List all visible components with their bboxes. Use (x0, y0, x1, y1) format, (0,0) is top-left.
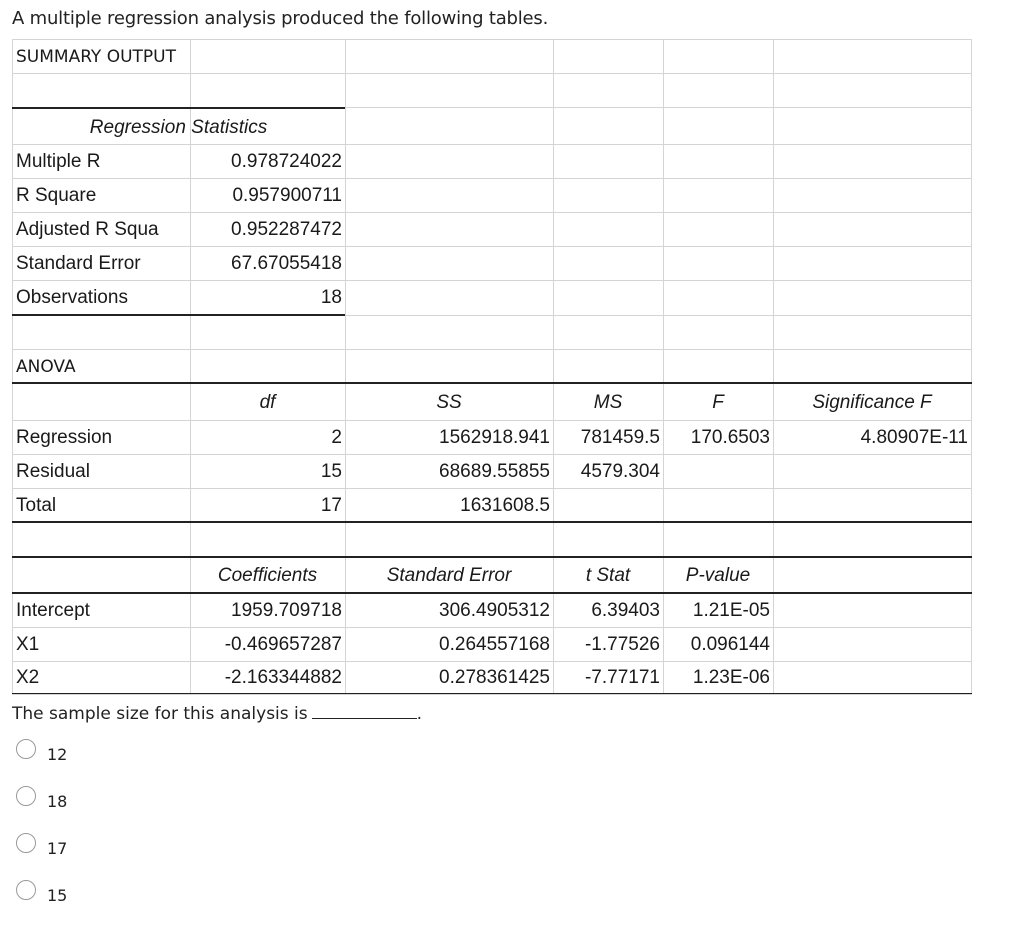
table-rule (12, 556, 972, 558)
radio-button[interactable] (16, 786, 36, 806)
regression-statistics-header: Regression Statistics (89, 117, 268, 138)
coef-p-value: 1.23E-06 (692, 667, 770, 688)
coef-standard-error: 0.264557168 (439, 634, 550, 655)
coef-t-stat: -1.77526 (584, 634, 660, 655)
coef-header-standard-error: Standard Error (386, 565, 512, 586)
stat-label: Standard Error (16, 253, 141, 274)
coef-header-t-stat: t Stat (585, 565, 631, 586)
radio-button[interactable] (16, 880, 36, 900)
coef-standard-error: 0.278361425 (439, 667, 550, 688)
anova-df: 15 (320, 461, 342, 482)
option-label: 17 (47, 839, 68, 858)
anova-df: 2 (331, 427, 342, 448)
summary-title: SUMMARY OUTPUT (16, 47, 176, 67)
intro-text: A multiple regression analysis produced the following tables. (12, 8, 549, 29)
radio-button[interactable] (16, 739, 36, 759)
coef-value: -0.469657287 (224, 634, 342, 655)
anova-header-ms: MS (593, 392, 623, 413)
anova-ms: 781459.5 (580, 427, 660, 448)
table-rule (12, 592, 972, 594)
stat-label: Multiple R (16, 151, 101, 172)
question-prompt: The sample size for this analysis is (12, 704, 308, 724)
coef-value: 1959.709718 (231, 600, 342, 621)
grid-line (773, 39, 774, 695)
anova-df: 17 (320, 495, 342, 516)
table-rule (12, 382, 972, 384)
grid-line (663, 39, 664, 695)
answer-blank (312, 704, 417, 719)
coef-row-label: X2 (16, 667, 40, 688)
grid-line (345, 39, 346, 695)
anova-f: 170.6503 (690, 427, 770, 448)
option-label: 18 (47, 792, 68, 811)
coef-t-stat: 6.39403 (591, 600, 660, 621)
anova-ss: 68689.55855 (439, 461, 550, 482)
stat-value: 0.978724022 (231, 151, 342, 172)
anova-row-label: Residual (16, 461, 90, 482)
stat-value: 67.67055418 (231, 253, 342, 274)
anova-header-df: df (259, 392, 276, 413)
anova-header-significance-f: Significance F (812, 392, 932, 413)
stat-label: Observations (16, 287, 128, 308)
stat-label: R Square (16, 185, 97, 206)
anova-ss: 1631608.5 (460, 495, 550, 516)
coef-row-label: X1 (16, 634, 40, 655)
anova-header-f: F (712, 392, 724, 413)
stat-value: 18 (320, 287, 342, 308)
coef-value: -2.163344882 (224, 667, 342, 688)
coef-row-label: Intercept (16, 600, 90, 621)
stat-value: 0.952287472 (231, 219, 342, 240)
coef-header-p-value: P-value (685, 565, 751, 586)
question-text (12, 704, 422, 724)
radio-button[interactable] (16, 833, 36, 853)
question-end: . (416, 704, 423, 724)
table-rule (12, 521, 972, 523)
coef-standard-error: 306.4905312 (439, 600, 550, 621)
grid-line (971, 39, 972, 695)
spreadsheet-output (12, 39, 972, 695)
stat-value: 0.957900711 (232, 185, 342, 206)
anova-header-ss: SS (436, 392, 462, 413)
anova-ms: 4579.304 (580, 461, 660, 482)
coef-t-stat: -7.77171 (584, 667, 660, 688)
table-rule (12, 107, 345, 109)
option-label: 15 (47, 886, 68, 905)
anova-row-label: Total (16, 495, 57, 516)
anova-row-label: Regression (16, 427, 113, 448)
table-rule (12, 693, 972, 694)
anova-ss: 1562918.941 (439, 427, 550, 448)
coef-header-coefficients: Coefficients (217, 565, 318, 586)
stat-label: Adjusted R Squa (16, 219, 159, 240)
anova-significance-f: 4.80907E-11 (860, 427, 968, 448)
table-rule (12, 314, 345, 316)
coef-p-value: 0.096144 (690, 634, 770, 655)
option-label: 12 (47, 745, 68, 764)
anova-title: ANOVA (16, 357, 76, 377)
grid-line (553, 39, 554, 695)
coef-p-value: 1.21E-05 (692, 600, 770, 621)
